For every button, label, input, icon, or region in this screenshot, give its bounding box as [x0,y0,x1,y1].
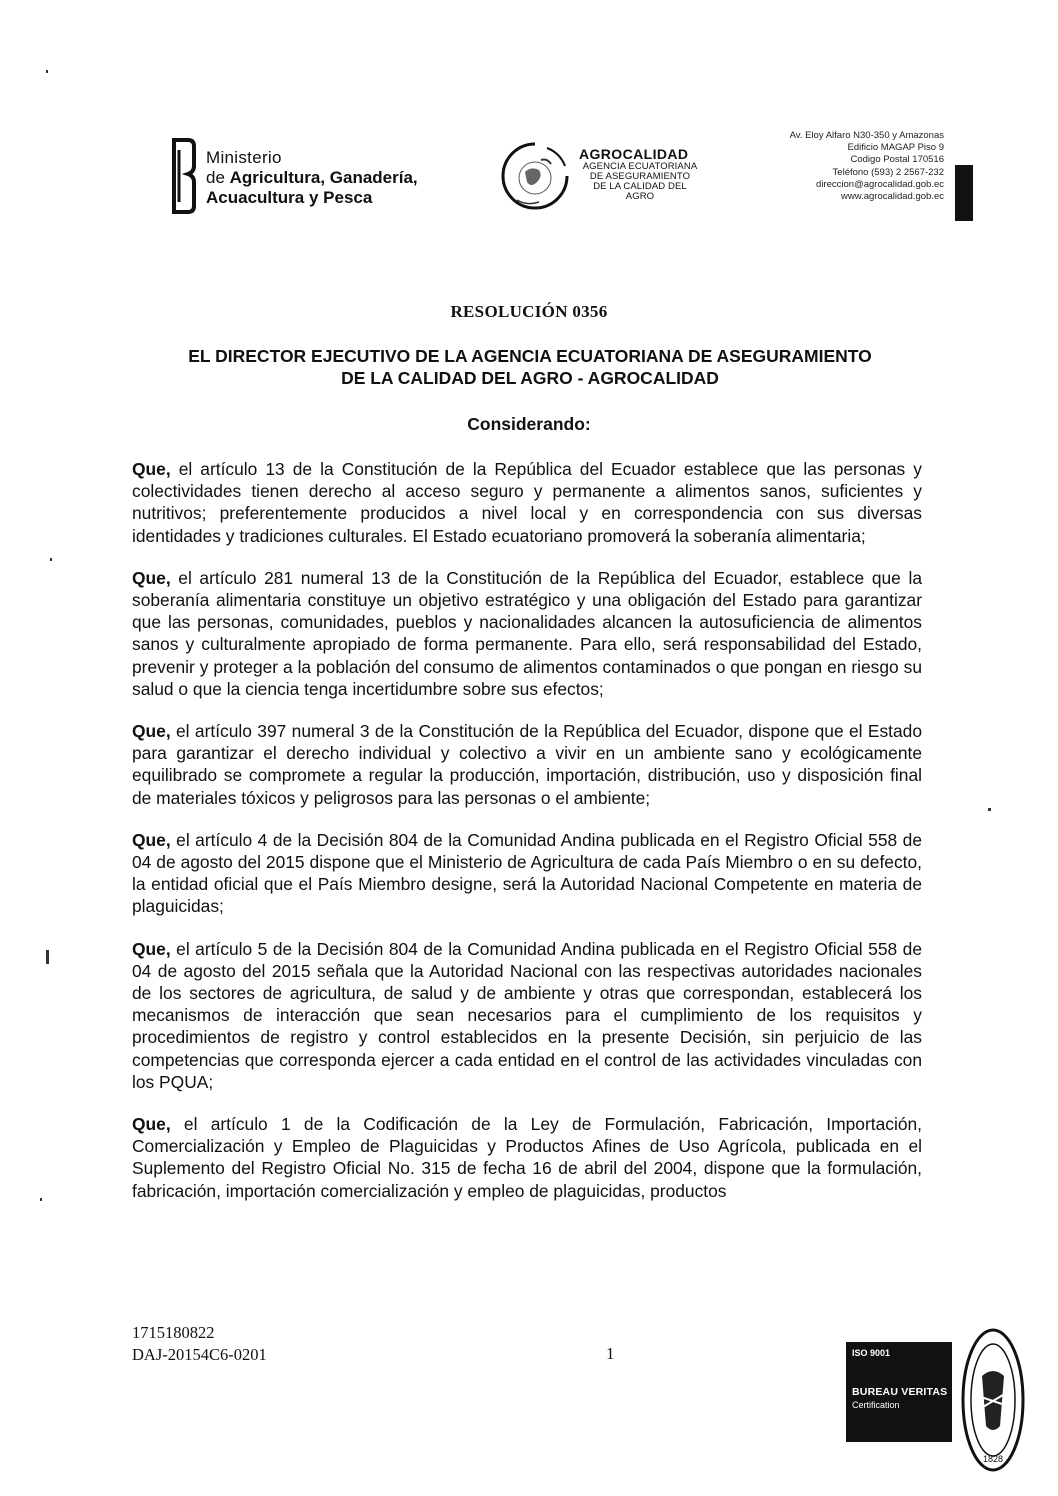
document-title [130,345,930,389]
seal-year: 1828 [982,1454,1004,1464]
paragraph-lead: Que, [132,459,171,479]
margin-bar [955,165,973,221]
title-line1: EL DIRECTOR EJECUTIVO DE LA AGENCIA ECUATORIANA DE ASEGURAMIENTO [188,346,872,366]
cert-iso: ISO 9001 [852,1348,891,1358]
scan-speck [46,950,49,964]
document-body [132,458,922,1222]
considering-heading: Considerando: [467,414,591,434]
contact-building: Edificio MAGAP Piso 9 [847,142,944,154]
ministry-line2: de Agricultura, Ganadería, [206,168,418,187]
bureau-veritas-seal-icon [960,1326,1026,1474]
ministry-line3: Acuacultura y Pesca [206,188,373,207]
agency-sub2: DE ASEGURAMIENTO [589,171,691,182]
cert-name: BUREAU VERITAS [852,1386,948,1398]
footer-id-number: 1715180822 [132,1323,215,1342]
paragraph-text: el artículo 1 de la Codificación de la Ley de Formulación, Fabricación, Importación, Comercialización y Empleo de Plaguicidas y Productos Afines de Uso Agrícola, publicada en el Suplemento del Registro Oficial No. 315 de fecha 16 de abril del 2004, dispone que la formulación, fabricación, importación comercialización y empleo de plaguicidas, productos [132,1114,922,1201]
ministry-line1: Ministerio [206,148,282,167]
page-number: 1 [606,1344,615,1363]
paragraph [132,567,922,700]
footer-doc-code: DAJ-20154C6-0201 [132,1345,267,1364]
paragraph-text: el artículo 397 numeral 3 de la Constitución de la República del Ecuador, dispone que el Estado para garantizar el derecho individual y colectivo a vivir en un ambiente sano y ecológicamente equilibrado se compromete a regular la producción, importación, distribución, uso y disposición final de materiales tóxicos y peligrosos para las personas o el ambiente; [132,721,922,808]
scan-speck [988,808,991,811]
paragraph-text: el artículo 281 numeral 13 de la Constitución de la República del Ecuador, establece que la soberanía alimentaria constituye un objetivo estratégico y una obligación del Estado para garantizar que las personas, comunidades, pueblos y nacionalidades alcancen la autosuficiencia de alimentos sanos y culturalmente apropiado de forma permanente. Para ello, será responsabilidad del Estado, prevenir y proteger a la población del consumo de alimentos contaminados o que pongan en riesgo su salud o que la ciencia tenga incertidumbre sobre sus efectos; [132,567,922,699]
paragraph-lead: Que, [132,567,171,588]
certification-badge [846,1326,1026,1476]
contact-postal: Codigo Postal 170516 [850,154,944,166]
agency-name: AGROCALIDAD [579,146,689,162]
paragraph [132,829,922,918]
footer-reference [132,1322,267,1366]
scan-speck [50,558,52,561]
resolution-number: RESOLUCIÓN 0356 [450,302,608,321]
paragraph-lead: Que, [132,1114,171,1135]
paragraph-lead: Que, [132,721,171,742]
paragraph-lead: Que, [132,938,171,959]
scan-speck [40,1198,42,1201]
globe-emblem-icon [497,138,573,214]
paragraph-text: el artículo 4 de la Decisión 804 de la Comunidad Andina publicada en el Registro Oficial 558 de 04 de agosto del 2015 dispone que el Ministerio de Agricultura de cada País Miembro o en su defecto, la entidad oficial que el País Miembro designe, será la Autoridad Nacional Competente en materia de plaguicidas; [132,829,922,917]
bureau-veritas-box [846,1342,952,1442]
paragraph-text: el artículo 5 de la Decisión 804 de la Comunidad Andina publicada en el Registro Oficial 558 de 04 de agosto del 2015 señala que la Autoridad Nacional con las respectivas autoridades nacionales de los sectores de agricultura, de salud y de ambiente y otras que correspondan, establecerá los mecanismos de interacción que sean necesarios para el cumplimiento de los requisitos y procedimientos de registro y control establecidos en la presente Decisión, sin perjuicio de las competencias que corresponda ejercer a cada entidad en el control de las actividades vinculadas con los PQUA; [132,938,922,1092]
agrocalidad-logo [497,138,727,218]
paragraph [132,458,922,547]
agency-sub3: DE LA CALIDAD DEL AGRO [593,181,687,202]
ministry-name [206,148,418,208]
contact-address: Av. Eloy Alfaro N30-350 y Amazonas [789,130,944,141]
paragraph-text: el artículo 13 de la Constitución de la República del Ecuador establece que las personas y colectividades tienen derecho al acceso seguro y permanente a alimentos sanos, suficientes y nutritivos; preferentemente producidos a nivel local y en correspondencia con sus diversas identidades y tradiciones culturales. El Estado ecuatoriano promoverá la soberanía alimentaria; [132,459,922,546]
cert-sub: Certification [852,1400,900,1410]
ministry-emblem-icon [168,136,198,214]
paragraph [132,938,922,1093]
agency-sub1: AGENCIA ECUATORIANA [582,161,698,172]
contact-email: direccion@agrocalidad.gob.ec [816,178,944,190]
contact-phone: Teléfono (593) 2 2567-232 [832,166,944,178]
contact-block [790,130,944,203]
paragraph [132,1113,922,1202]
paragraph-lead: Que, [132,829,171,850]
ministry-logo [168,136,428,216]
title-line2: DE LA CALIDAD DEL AGRO - AGROCALIDAD [341,368,719,388]
contact-web: www.agrocalidad.gob.ec [841,191,944,203]
scan-speck [46,70,48,73]
paragraph [132,720,922,809]
